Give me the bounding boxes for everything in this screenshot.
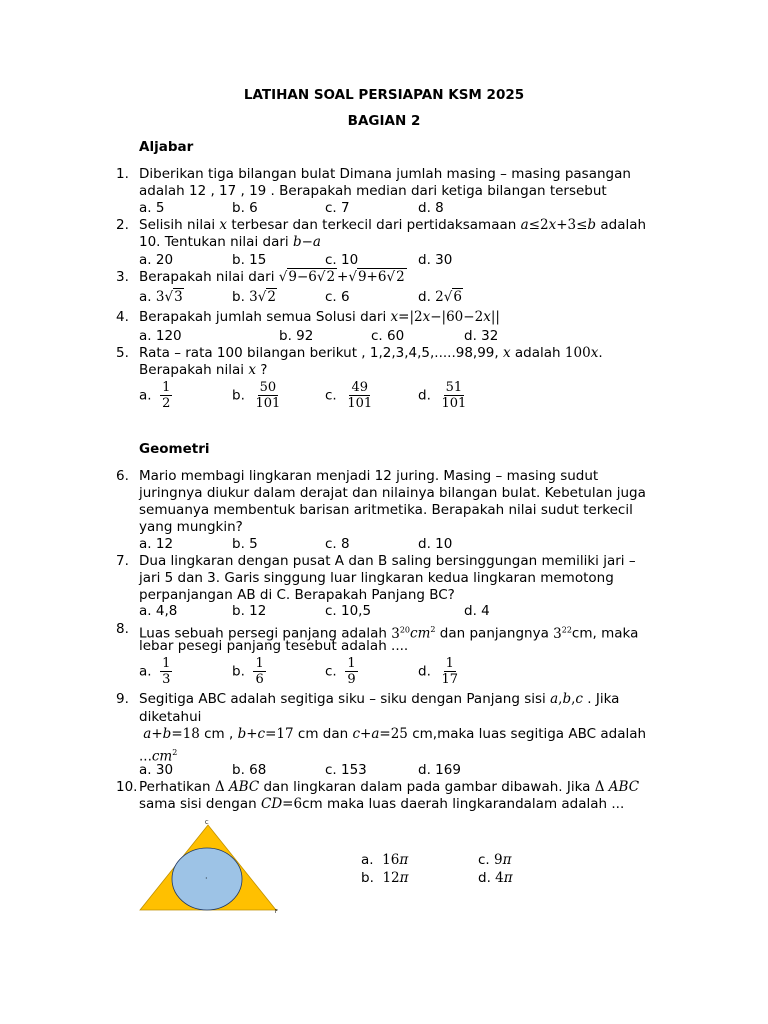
question-text: 10. Tentukan nilai dari b−a <box>139 234 321 250</box>
option-d: d. 32 <box>464 328 499 344</box>
question-text: Segitiga ABC adalah segitiga siku – siku dengan Panjang sisi a,b,c . Jika <box>139 691 620 707</box>
option-b: b. 12π <box>361 870 409 886</box>
option-a: a. 20 <box>139 252 174 268</box>
question-number: 7. <box>116 553 129 569</box>
option-d: d. 4 <box>464 603 490 619</box>
option-a: a. 16π <box>361 852 409 868</box>
option-d: d. 8 <box>418 200 444 216</box>
option-a: a. 30 <box>139 762 174 778</box>
question-text: diketahui <box>139 709 202 725</box>
option-b: b. $\frac{1}{6}$ <box>232 656 264 687</box>
question-number: 9. <box>116 691 129 707</box>
option-c: c. 10 <box>325 252 359 268</box>
question-text: yang mungkin? <box>139 519 243 535</box>
option-d: d. 2√6 <box>418 289 462 305</box>
option-d: d. 169 <box>418 762 461 778</box>
question-number: 5. <box>116 345 129 361</box>
option-b: b. $\frac{50}{101}$ <box>232 380 281 411</box>
question-text: Diberikan tiga bilangan bulat Dimana jumlah masing – masing pasangan <box>139 166 631 182</box>
radical-expression: √9−6√2 +√9+6√2 <box>278 269 405 285</box>
option-a: a. $\frac{1}{3}$ <box>139 656 171 687</box>
option-c: c. 6 <box>325 289 350 305</box>
option-b: b. 6 <box>232 200 258 216</box>
question-text: jari 5 dan 3. Garis singgung luar lingkaran kedua lingkaran memotong <box>139 570 614 586</box>
question-text: $...cm^2$ <box>139 748 178 765</box>
question-text: juringnya diukur dalam derajat dan nilainya bilangan bulat. Kebetulan juga <box>139 485 646 501</box>
option-c: c. 7 <box>325 200 350 216</box>
option-a: a. 3√3 <box>139 289 183 305</box>
center-point: · <box>205 874 208 883</box>
option-c: c. 8 <box>325 536 350 552</box>
option-a: a. 5 <box>139 200 165 216</box>
question-text: adalah 12 , 17 , 19 . Berapakah median dari ketiga bilangan tersebut <box>139 183 607 199</box>
question-number: 4. <box>116 309 129 325</box>
option-a: a. 120 <box>139 328 182 344</box>
option-c: c. 9π <box>478 852 512 868</box>
option-b: b. 68 <box>232 762 267 778</box>
option-b: b. 3√2 <box>232 289 276 305</box>
question-text: Perhatikan Δ ABC dan lingkaran dalam pada gambar dibawah. Jika Δ ABC <box>139 779 640 795</box>
option-c: c. 60 <box>371 328 405 344</box>
option-d: d. 30 <box>418 252 453 268</box>
option-c: c. $\frac{1}{9}$ <box>325 656 356 687</box>
option-a: a. 12 <box>139 536 174 552</box>
question-text: Dua lingkaran dengan pusat A dan B saling bersinggungan memiliki jari – <box>139 553 636 569</box>
option-d: d. $\frac{1}{17}$ <box>418 656 459 687</box>
question-text: Selisih nilai x terbesar dan terkecil dari pertidaksamaan a≤2x+3≤b adalah <box>139 217 647 233</box>
option-b: b. 5 <box>232 536 258 552</box>
question-text: Berapakah jumlah semua Solusi dari x=|2x−|60−2x|| <box>139 309 500 325</box>
option-b: b. 92 <box>279 328 314 344</box>
option-d: d. 10 <box>418 536 453 552</box>
question-number: 10. <box>116 779 138 795</box>
question-text: Luas sebuah persegi panjang adalah $3^{20}cm^2$ dan panjangnya $3^{22}cm$, maka <box>139 625 639 642</box>
section-part-title: BAGIAN 2 <box>347 113 421 129</box>
option-b: b. 15 <box>232 252 267 268</box>
question-number: 8. <box>116 621 129 637</box>
question-text: a+b=18 cm , b+c=17 cm dan c+a=25 cm,maka luas segitiga ABC adalah <box>143 726 647 742</box>
option-a: a. 4,8 <box>139 603 178 619</box>
question-number: 6. <box>116 468 129 484</box>
page-title: LATIHAN SOAL PERSIAPAN KSM 2025 <box>243 87 525 103</box>
question-text: Rata – rata 100 bilangan berikut , 1,2,3,4,5,.....98,99, x adalah 100x. <box>139 345 603 361</box>
vertex-label-top: C <box>205 820 209 826</box>
inequality-expression: a <box>520 217 529 233</box>
question-text: semuanya membentuk barisan aritmetika. Berapakah nilai sudut terkecil <box>139 502 633 518</box>
question-text: Berapakah nilai x ? <box>139 362 268 378</box>
option-d: d. 4π <box>478 870 513 886</box>
option-b: b. 12 <box>232 603 267 619</box>
option-c: c. $\frac{49}{101}$ <box>325 380 373 411</box>
question-number: 1. <box>116 166 129 182</box>
vertex-label-right: F <box>275 909 278 915</box>
question-number: 2. <box>116 217 129 233</box>
question-text: lebar pesegi panjang tesebut adalah .... <box>139 638 409 654</box>
option-d: d. $\frac{51}{101}$ <box>418 380 467 411</box>
section-heading-aljabar: Aljabar <box>139 139 194 155</box>
question-text: Mario membagi lingkaran menjadi 12 juring. Masing – masing sudut <box>139 468 599 484</box>
option-c: c. 10,5 <box>325 603 372 619</box>
question-text: sama sisi dengan CD=6cm maka luas daerah lingkarandalam adalah ... <box>139 796 625 812</box>
question-text: perpanjangan AB di C. Berapakah Panjang BC? <box>139 587 455 603</box>
question-text: Berapakah nilai dari √9−6√2 +√9+6√2 <box>139 269 405 285</box>
section-heading-geometri: Geometri <box>139 441 210 457</box>
option-a: a. $\frac{1}{2}$ <box>139 380 171 411</box>
triangle-incircle-figure <box>136 817 286 917</box>
option-c: c. 153 <box>325 762 367 778</box>
question-number: 3. <box>116 269 129 285</box>
